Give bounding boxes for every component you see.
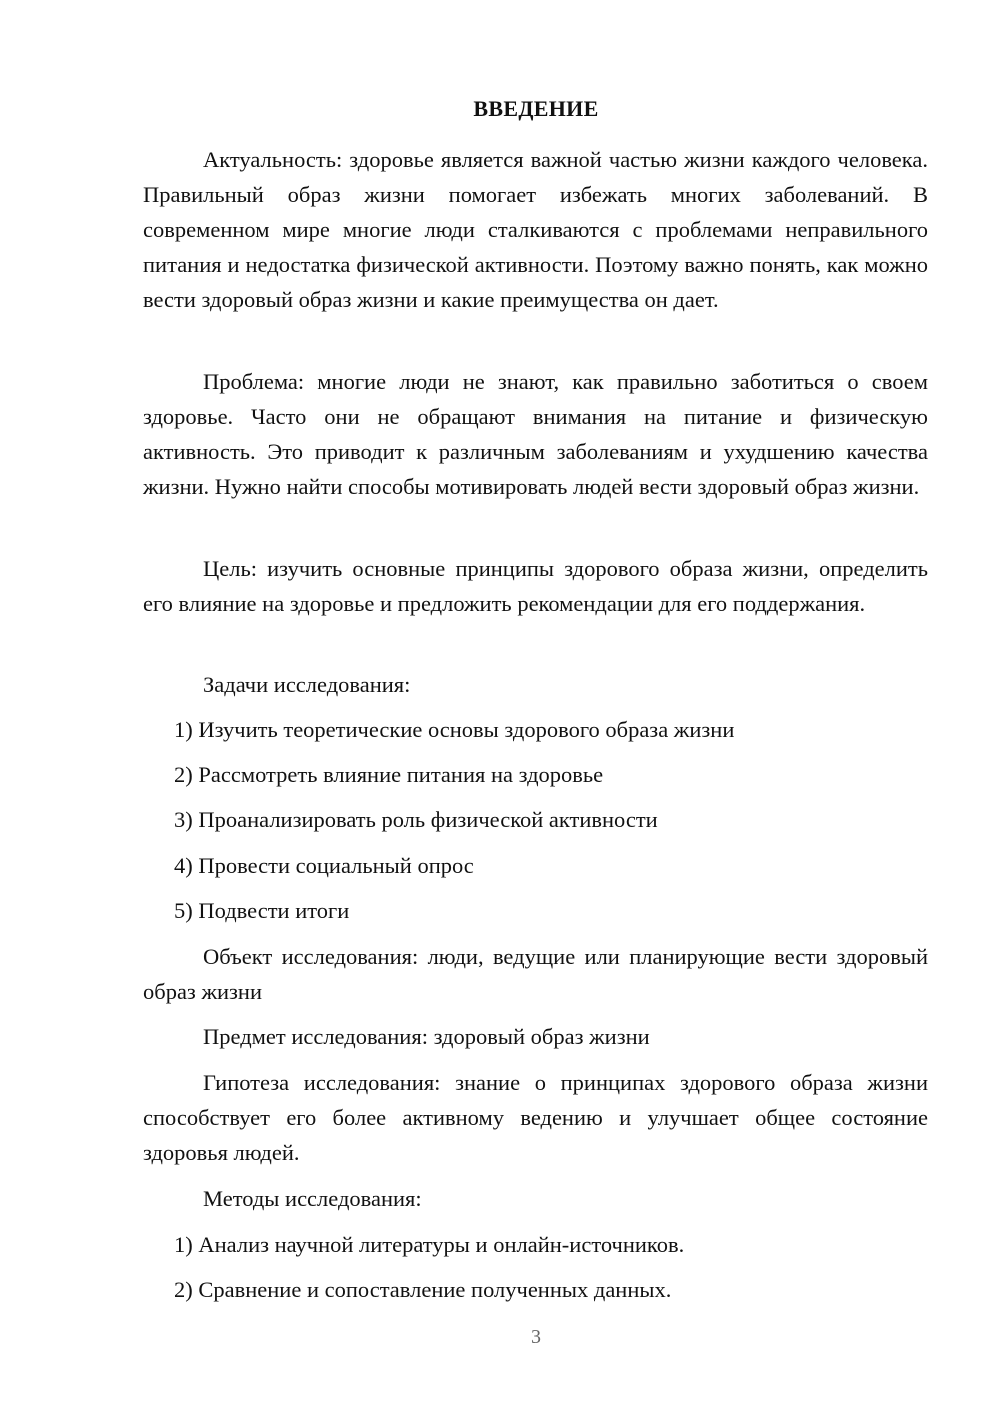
tasks-heading: Задачи исследования: [203,672,411,697]
task-item: 4) Провести социальный опрос [174,853,474,878]
object-paragraph: Объект исследования: люди, ведущие или планирующие вести здоровый образ жизни [143,944,928,1004]
goal-paragraph: Цель: изучить основные принципы здорового образа жизни, определить его влияние на здоровье и предложить рекомендации для его поддержания. [143,556,928,616]
task-item: 1) Изучить теоретические основы здорового образа жизни [174,717,735,742]
task-item: 2) Рассмотреть влияние питания на здоровье [174,762,604,787]
relevance-paragraph: Актуальность: здоровье является важной частью жизни каждого человека. Правильный образ жизни помогает избежать многих заболеваний. В современном мире многие люди сталкиваются с проблемами неправильного питания и недостатка физической активности. Поэтому важно понять, как можно вести здоровый образ жизни и какие преимущества он дает. [143,147,928,312]
task-item: 3) Проанализировать роль физической активности [174,807,658,832]
task-item: 5) Подвести итоги [174,898,350,923]
method-item: 1) Анализ научной литературы и онлайн-источников. [174,1232,685,1257]
hypothesis-paragraph: Гипотеза исследования: знание о принципах здорового образа жизни способствует его более активному ведению и улучшает общее состояние здоровья людей. [143,1070,928,1165]
problem-paragraph: Проблема: многие люди не знают, как правильно заботиться о своем здоровье. Часто они не обращают внимания на питание и физическую активность. Это приводит к различным заболеваниям и ухудшению качества жизни. Нужно найти способы мотивировать людей вести здоровый образ жизни. [143,369,928,499]
subject-paragraph: Предмет исследования: здоровый образ жизни [203,1024,650,1049]
method-item: 2) Сравнение и сопоставление полученных данных. [174,1277,672,1302]
methods-heading: Методы исследования: [203,1186,422,1211]
page-title: ВВЕДЕНИЕ [473,96,599,121]
page-number: 3 [531,1326,541,1348]
